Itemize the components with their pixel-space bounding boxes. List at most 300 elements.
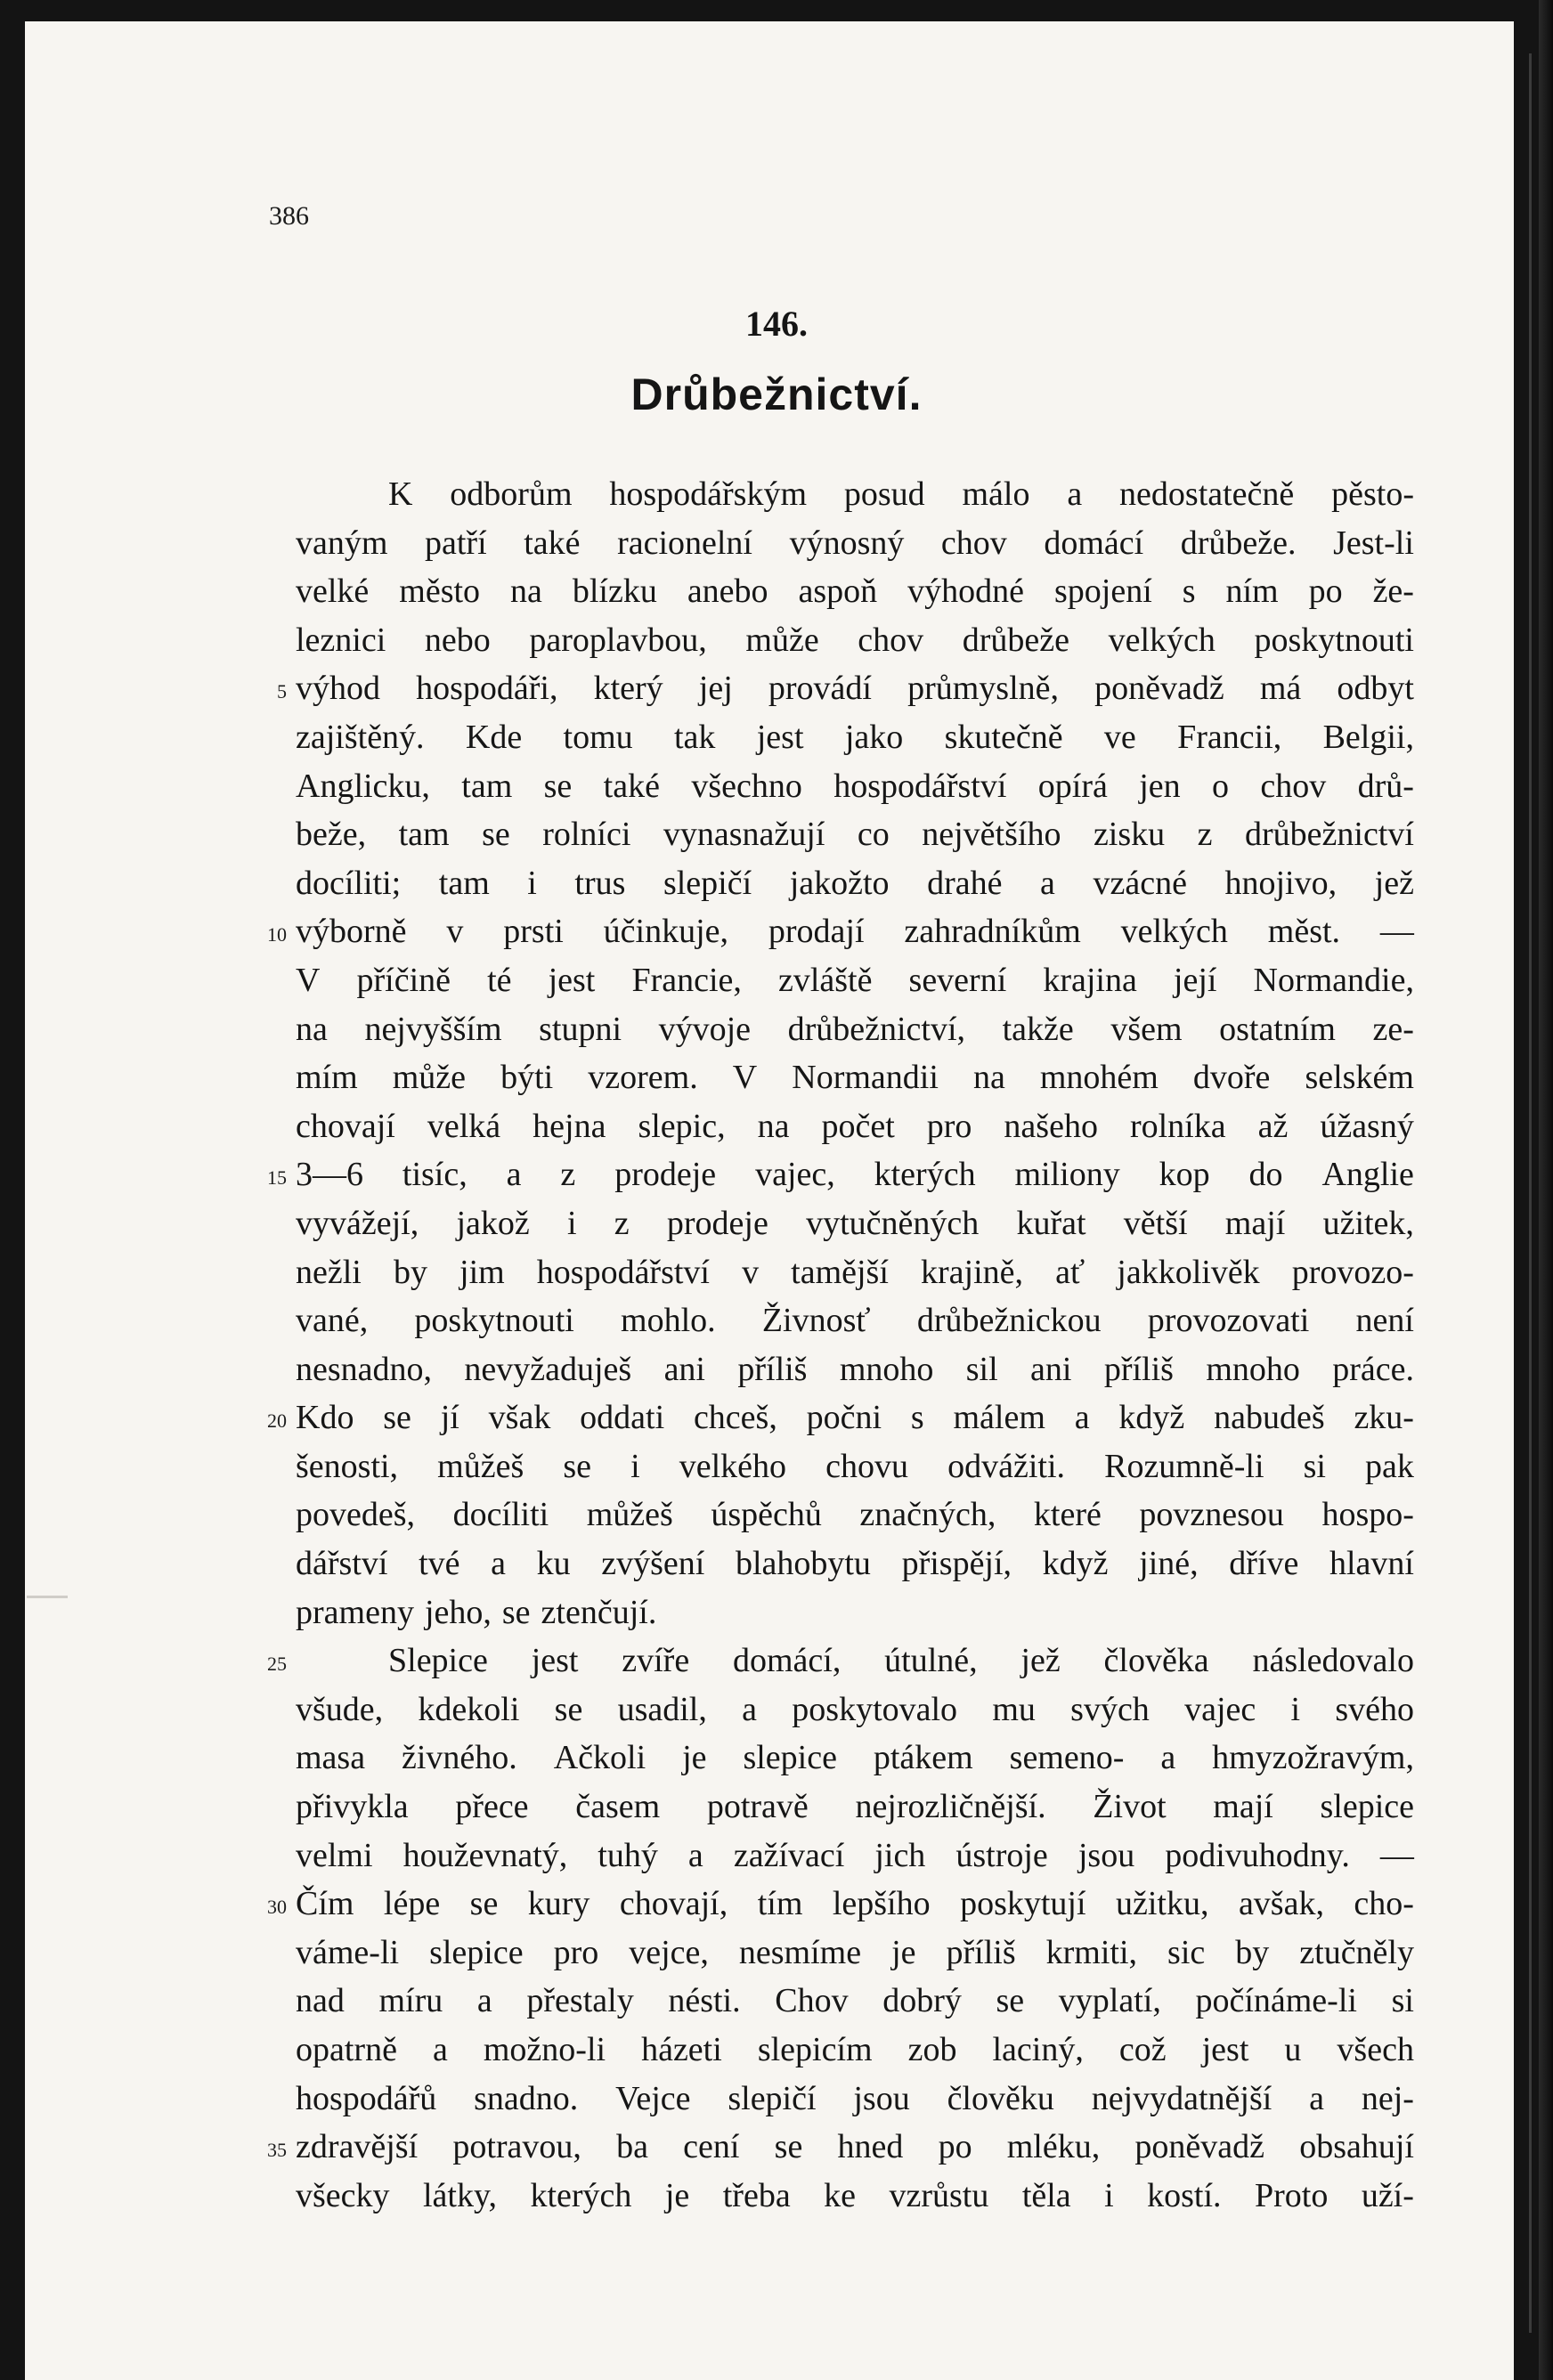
word: hmyzožravým,: [1212, 1739, 1414, 1777]
word: je: [664, 2176, 690, 2214]
word: má: [1259, 670, 1302, 708]
word: velkého: [679, 1447, 787, 1485]
word: prodeje: [614, 1156, 717, 1194]
word: beže,: [296, 816, 367, 854]
word: můžeš: [437, 1447, 524, 1485]
word: Jest-li: [1333, 524, 1414, 562]
word: značných,: [859, 1496, 996, 1534]
text-line: [296, 2172, 1414, 2221]
word: V: [296, 961, 321, 999]
word: se: [383, 1399, 411, 1437]
word: povedeš,: [296, 1496, 416, 1534]
word: drahé: [927, 864, 1003, 902]
word: velkých: [1120, 913, 1228, 951]
text-line: [296, 1539, 1414, 1588]
word: užitek,: [1322, 1204, 1414, 1242]
word: drů-: [1357, 767, 1414, 805]
word: není: [1355, 1302, 1414, 1340]
word: všude,: [296, 1690, 384, 1728]
word: třeba: [722, 2176, 791, 2214]
word: podivuhodny.: [1165, 1836, 1350, 1874]
word: povznesou: [1139, 1496, 1284, 1534]
word: 3—6: [296, 1156, 363, 1194]
word: málo: [962, 475, 1030, 513]
word: V: [732, 1059, 758, 1097]
word: hospodářství: [833, 767, 1007, 805]
word: nevyžaduješ: [464, 1350, 632, 1388]
word: tam: [461, 767, 513, 805]
word: Živnosť: [761, 1302, 871, 1340]
word: kop: [1159, 1156, 1210, 1194]
word: Chov: [775, 1982, 849, 2020]
word: v: [446, 913, 464, 951]
word: ztučněly: [1299, 1933, 1414, 1971]
text-line: [296, 2026, 1414, 2075]
word: nejvyšším: [364, 1010, 502, 1048]
word: Francii,: [1177, 718, 1282, 756]
word: hospodářství: [536, 1253, 710, 1291]
word: chceš,: [693, 1399, 777, 1437]
word: oddati: [580, 1399, 665, 1437]
word: hospo-: [1321, 1496, 1414, 1534]
line-number: 35: [267, 2139, 287, 2162]
word: slepice: [1320, 1788, 1414, 1826]
word: město: [399, 573, 481, 611]
word: si: [1391, 1982, 1414, 2020]
word: Anglie: [1321, 1156, 1414, 1194]
word: provozovati: [1147, 1302, 1310, 1340]
word: málem: [953, 1399, 1045, 1437]
word: dářství: [296, 1545, 388, 1583]
word: odbyt: [1337, 670, 1414, 708]
word: a: [432, 2031, 448, 2068]
word: jí: [440, 1399, 459, 1437]
word: házeti: [641, 2031, 722, 2068]
text-line: [267, 1880, 1414, 1929]
word: může: [745, 621, 819, 659]
word: docíliti: [452, 1496, 549, 1534]
text-line: [296, 2075, 1414, 2124]
word: nejrozličnější.: [855, 1788, 1046, 1826]
word: výborně: [296, 913, 407, 951]
word: houževnatý,: [402, 1836, 568, 1874]
word: je: [682, 1739, 707, 1777]
word: mnohém: [1039, 1059, 1159, 1097]
word: trus: [574, 864, 626, 902]
word: prodeje: [666, 1204, 768, 1242]
word: jeho,: [424, 1593, 492, 1631]
word: dobrý: [882, 1982, 962, 2020]
text-line: [296, 1199, 1414, 1248]
word: Normandii: [792, 1059, 939, 1097]
text-line: [296, 1296, 1414, 1345]
word: Ačkoli: [553, 1739, 646, 1777]
word: hospodářským: [609, 475, 808, 513]
word: tam: [438, 864, 490, 902]
text-line: [296, 1588, 1414, 1637]
word: opírá: [1037, 767, 1108, 805]
word: slepice: [429, 1933, 524, 1971]
word: takže: [1002, 1010, 1074, 1048]
word: chov: [858, 621, 924, 659]
text-line: [296, 956, 1414, 1005]
text-line: [267, 907, 1414, 956]
word: tak: [673, 718, 716, 756]
word: kdekoli: [418, 1690, 520, 1728]
text-line: [296, 1734, 1414, 1783]
word: vajec,: [755, 1156, 835, 1194]
word: provádí: [768, 670, 872, 708]
chapter-number: 146.: [745, 304, 808, 344]
word: chovu: [825, 1447, 908, 1485]
word: přispějí,: [901, 1545, 1012, 1583]
word: odborům: [450, 475, 573, 513]
word: vajec: [1184, 1690, 1256, 1728]
word: účinkuje,: [603, 913, 729, 951]
word: výhodné: [907, 573, 1025, 611]
word: prodají: [768, 913, 865, 951]
word: nésti.: [668, 1982, 741, 2020]
word: Vejce: [615, 2079, 691, 2117]
word: Proto: [1255, 2176, 1329, 2214]
word: do: [1248, 1156, 1283, 1194]
line-number: 15: [267, 1166, 287, 1190]
word: slepičí: [663, 864, 752, 902]
word: tuhý: [598, 1836, 658, 1874]
word: může: [392, 1059, 467, 1097]
word: prsti: [503, 913, 564, 951]
word: přestaly: [526, 1982, 634, 2020]
word: semeno-: [1009, 1739, 1125, 1777]
word: jakož: [456, 1204, 530, 1242]
word: kury: [527, 1885, 590, 1923]
word: z: [614, 1204, 630, 1242]
word: uží-: [1361, 2176, 1414, 2214]
body-text: [267, 470, 1414, 2220]
word: ba: [616, 2128, 648, 2166]
word: poněvadž: [1134, 2128, 1265, 2166]
word: miliony: [1014, 1156, 1120, 1194]
word: avšak,: [1238, 1885, 1324, 1923]
word: poskytovalo: [792, 1690, 958, 1728]
word: posud: [843, 475, 925, 513]
word: chov: [940, 524, 1007, 562]
word: a: [491, 1545, 506, 1583]
word: tamější: [791, 1253, 889, 1291]
word: ptákem: [873, 1739, 973, 1777]
word: vyplatí,: [1058, 1982, 1161, 2020]
word: a: [687, 1836, 703, 1874]
word: i: [630, 1447, 640, 1485]
word: příliš: [737, 1350, 808, 1388]
text-line: [296, 1442, 1414, 1491]
word: které: [1033, 1496, 1102, 1534]
word: Normandie,: [1253, 961, 1414, 999]
word: hospodáři,: [416, 670, 558, 708]
word: užitku,: [1116, 1885, 1209, 1923]
word: také: [524, 524, 581, 562]
word: jež: [1374, 864, 1414, 902]
word: s: [1182, 573, 1196, 611]
word: chov: [1260, 767, 1327, 805]
word: se: [469, 1885, 499, 1923]
text-line: [296, 1832, 1414, 1880]
word: mnoho: [839, 1350, 934, 1388]
word: opatrně: [296, 2031, 397, 2068]
word: jest: [756, 718, 804, 756]
word: slepice: [743, 1739, 837, 1777]
word: zvýšení: [601, 1545, 705, 1583]
line-number: 25: [267, 1653, 287, 1676]
word: pěsto-: [1331, 475, 1414, 513]
word: nesnadno,: [296, 1350, 433, 1388]
word: jim: [459, 1253, 505, 1291]
word: svých: [1070, 1690, 1150, 1728]
text-line: [296, 470, 1414, 519]
word: laciný,: [992, 2031, 1084, 2068]
word: ostatním: [1219, 1010, 1336, 1048]
word: rolníci: [542, 816, 631, 854]
word: zvláště: [777, 961, 873, 999]
word: nesmíme: [738, 1933, 862, 1971]
word: látky,: [422, 2176, 497, 2214]
word: a: [1040, 864, 1055, 902]
word: ke: [824, 2176, 857, 2214]
word: poněvadž: [1094, 670, 1224, 708]
word: což: [1118, 2031, 1167, 2068]
word: velmi: [296, 1836, 373, 1874]
word: velká: [427, 1107, 501, 1145]
word: patří: [425, 524, 487, 562]
word: tisíc,: [402, 1156, 468, 1194]
word: K: [388, 475, 413, 513]
word: —: [1379, 1836, 1414, 1874]
word: mnoho: [1206, 1350, 1300, 1388]
word: usadil,: [617, 1690, 707, 1728]
word: vytučněných: [806, 1204, 980, 1242]
word: zajištěný.: [296, 718, 425, 756]
word: provozo-: [1291, 1253, 1414, 1291]
word: racionelní: [617, 524, 752, 562]
word: vynasnažují: [663, 816, 825, 854]
word: její: [1173, 961, 1217, 999]
word: Kdo: [296, 1399, 354, 1437]
word: kterých: [530, 2176, 632, 2214]
word: sic: [1167, 1933, 1206, 1971]
word: dříve: [1229, 1545, 1299, 1583]
word: zažívací: [733, 1836, 845, 1874]
word: nabudeš: [1214, 1399, 1325, 1437]
text-line: [296, 713, 1414, 762]
word: jako: [844, 718, 904, 756]
word: u: [1284, 2031, 1302, 2068]
word: je: [891, 1933, 916, 1971]
word: živného.: [402, 1739, 517, 1777]
word: zisku: [1093, 816, 1166, 854]
word: výhod: [296, 670, 380, 708]
word: a: [1074, 1399, 1090, 1437]
word: zob: [907, 2031, 957, 2068]
word: který: [593, 670, 663, 708]
word: mají: [1224, 1204, 1286, 1242]
word: docíliti;: [296, 864, 402, 902]
word: když: [1042, 1545, 1109, 1583]
text-line: [296, 762, 1414, 811]
text-line: [277, 664, 1414, 713]
word: vaným: [296, 524, 388, 562]
word: úžasný: [1320, 1107, 1414, 1145]
word: na: [296, 1010, 328, 1048]
word: spojení: [1053, 573, 1152, 611]
word: ani: [1030, 1350, 1072, 1388]
word: až: [1257, 1107, 1289, 1145]
text-line: [296, 1005, 1414, 1054]
word: vývoje: [658, 1010, 752, 1048]
word: i: [566, 1204, 577, 1242]
word: váme-li: [296, 1933, 400, 1971]
word: příčině: [356, 961, 451, 999]
word: tomu: [563, 718, 633, 756]
word: chovají,: [619, 1885, 728, 1923]
word: odvážiti.: [947, 1447, 1065, 1485]
word: domácí: [1044, 524, 1144, 562]
text-line: [296, 1491, 1414, 1539]
word: nejvydatnější: [1091, 2079, 1272, 2117]
word: skutečně: [944, 718, 1063, 756]
word: se: [543, 767, 573, 805]
word: cení: [683, 2128, 740, 2166]
word: Rozumně-li: [1104, 1447, 1264, 1485]
word: jich: [874, 1836, 926, 1874]
scan-edge-shadow: [1539, 0, 1553, 2380]
word: domácí,: [732, 1642, 842, 1680]
word: Anglicku,: [296, 767, 430, 805]
word: pro: [553, 1933, 599, 1971]
word: té: [487, 961, 512, 999]
text-line: [296, 810, 1414, 859]
word: a: [1309, 2079, 1325, 2117]
word: ať: [1055, 1253, 1085, 1291]
word: a: [506, 1156, 522, 1194]
word: poskytnouti: [414, 1302, 574, 1340]
word: rolníka: [1129, 1107, 1226, 1145]
word: časem: [575, 1788, 661, 1826]
word: všem: [1110, 1010, 1183, 1048]
text-line: [267, 2123, 1414, 2172]
line-number: 20: [267, 1409, 287, 1433]
word: práce.: [1332, 1350, 1414, 1388]
word: na: [757, 1107, 790, 1145]
word: jiné,: [1139, 1545, 1199, 1583]
word: slepičí: [728, 2079, 817, 2117]
word: nebo: [424, 621, 491, 659]
word: ústroje: [955, 1836, 1048, 1874]
word: slepicím: [757, 2031, 873, 2068]
word: po: [938, 2128, 972, 2166]
word: pro: [926, 1107, 972, 1145]
word: obsahují: [1299, 2128, 1414, 2166]
word: severní: [908, 961, 1007, 999]
word: všech: [1337, 2031, 1414, 2068]
word: po: [1308, 573, 1343, 611]
word: se: [482, 816, 510, 854]
word: mají: [1213, 1788, 1273, 1826]
word: ani: [663, 1350, 705, 1388]
word: útulné,: [884, 1642, 978, 1680]
word: největšího: [922, 816, 1061, 854]
word: Slepice: [388, 1642, 488, 1680]
word: býti: [500, 1059, 554, 1097]
word: a: [1067, 475, 1083, 513]
word: se: [996, 1982, 1025, 2020]
text-line: [296, 1345, 1414, 1394]
word: počni: [806, 1399, 882, 1437]
word: také: [603, 767, 660, 805]
chapter-title: Drůbežnictví.: [630, 370, 923, 419]
word: vzácné: [1093, 864, 1187, 902]
word: drůbeže: [962, 621, 1070, 659]
line-number: 30: [267, 1896, 287, 1919]
word: —: [1379, 913, 1414, 951]
word: z: [1197, 816, 1213, 854]
word: a: [476, 1982, 492, 2020]
word: slepic,: [638, 1107, 726, 1145]
text-line: [296, 1685, 1414, 1734]
word: svého: [1335, 1690, 1414, 1728]
word: těla: [1021, 2176, 1071, 2214]
word: jest: [1201, 2031, 1249, 2068]
word: sil: [965, 1350, 998, 1388]
word: hned: [837, 2128, 904, 2166]
word: zku-: [1354, 1399, 1414, 1437]
word: vané,: [296, 1302, 369, 1340]
text-line: [296, 616, 1414, 665]
word: počínáme-li: [1195, 1982, 1357, 2020]
word: lépe: [383, 1885, 441, 1923]
line-number: 10: [267, 923, 287, 946]
word: nedostatečně: [1119, 475, 1295, 513]
word: masa: [296, 1739, 366, 1777]
word: anebo: [687, 573, 768, 611]
text-line: [296, 1053, 1414, 1102]
text-line: [296, 1783, 1414, 1832]
word: zdravější: [296, 2128, 419, 2166]
word: tvé: [419, 1545, 460, 1583]
word: hejna: [533, 1107, 606, 1145]
word: aspoň: [798, 573, 878, 611]
word: drůbežnickou: [916, 1302, 1102, 1340]
word: vzorem.: [588, 1059, 698, 1097]
word: a: [742, 1690, 758, 1728]
word: potravou,: [452, 2128, 581, 2166]
page-number: 386: [269, 201, 309, 231]
word: jakožto: [789, 864, 890, 902]
word: tam: [398, 816, 450, 854]
word: měst.: [1267, 913, 1341, 951]
word: přece: [455, 1788, 529, 1826]
word: si: [1303, 1447, 1326, 1485]
word: jest: [548, 961, 596, 999]
word: člověka: [1103, 1642, 1209, 1680]
word: cho-: [1354, 1885, 1414, 1923]
text-line: [296, 519, 1414, 568]
word: příliš: [1103, 1350, 1174, 1388]
word: úspěchů: [711, 1496, 822, 1534]
word: tím: [757, 1885, 803, 1923]
word: velkých: [1108, 621, 1216, 659]
word: míru: [378, 1982, 443, 2020]
word: přivykla: [296, 1788, 409, 1826]
